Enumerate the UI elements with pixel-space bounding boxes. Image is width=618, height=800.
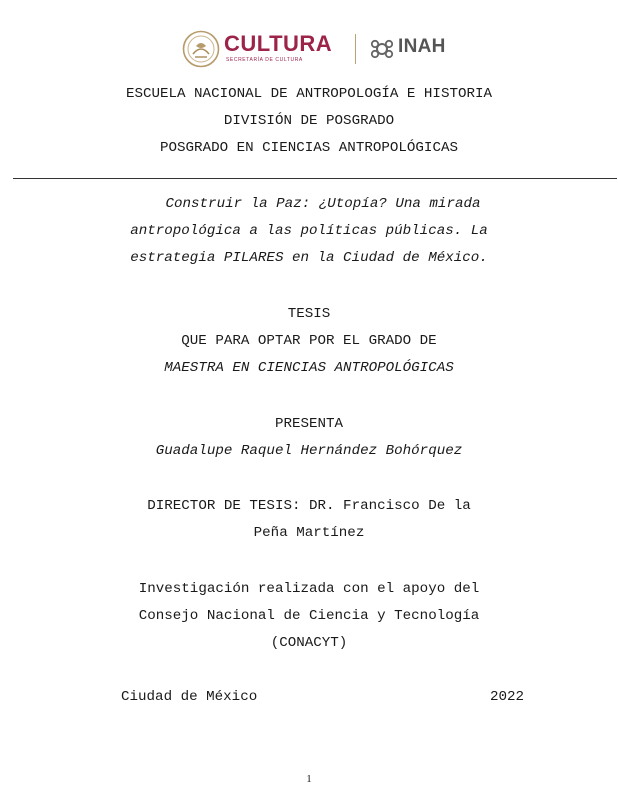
director-line-1: DIRECTOR DE TESIS: DR. Francisco De la [147,498,471,514]
institution-name: ESCUELA NACIONAL DE ANTROPOLOGÍA E HISTORIA [125,86,493,102]
inah-logo-text: INAH [398,36,446,57]
degree-name: MAESTRA EN CIENCIAS ANTROPOLÓGICAS [164,360,454,376]
funding-line-3: (CONACYT) [270,635,348,651]
cultura-logo-text: CULTURA [224,31,333,56]
cultura-logo-subtitle: SECRETARÍA DE CULTURA [226,57,303,63]
logo-bar [0,28,618,72]
publication-year: 2022 [490,689,525,705]
page-number: 1 [306,773,312,785]
thesis-title-line-3: estrategia PILARES en la Ciudad de México. [130,250,488,266]
inah-emblem-icon [369,37,395,61]
program-name: POSGRADO EN CIENCIAS ANTROPOLÓGICAS [160,140,458,156]
division-name: DIVISIÓN DE POSGRADO [223,113,395,129]
funding-line-1: Investigación realizada con el apoyo del [138,581,480,597]
logo-divider [355,34,356,64]
degree-intro: QUE PARA OPTAR POR EL GRADO DE [181,333,437,349]
thesis-title-line-2: antropológica a las políticas públicas. La [130,223,488,239]
thesis-label: TESIS [287,306,331,322]
mexico-seal-icon [182,30,220,68]
funding-line-2: Consejo Nacional de Ciencia y Tecnología [138,608,480,624]
thesis-title-line-1: Construir la Paz: ¿Utopía? Una mirada [165,196,481,212]
director-line-2: Peña Martínez [253,525,365,541]
header-divider [13,178,617,179]
presenter-name: Guadalupe Raquel Hernández Bohórquez [155,443,463,459]
presenter-label: PRESENTA [274,416,344,432]
place-of-publication: Ciudad de México [121,689,258,705]
